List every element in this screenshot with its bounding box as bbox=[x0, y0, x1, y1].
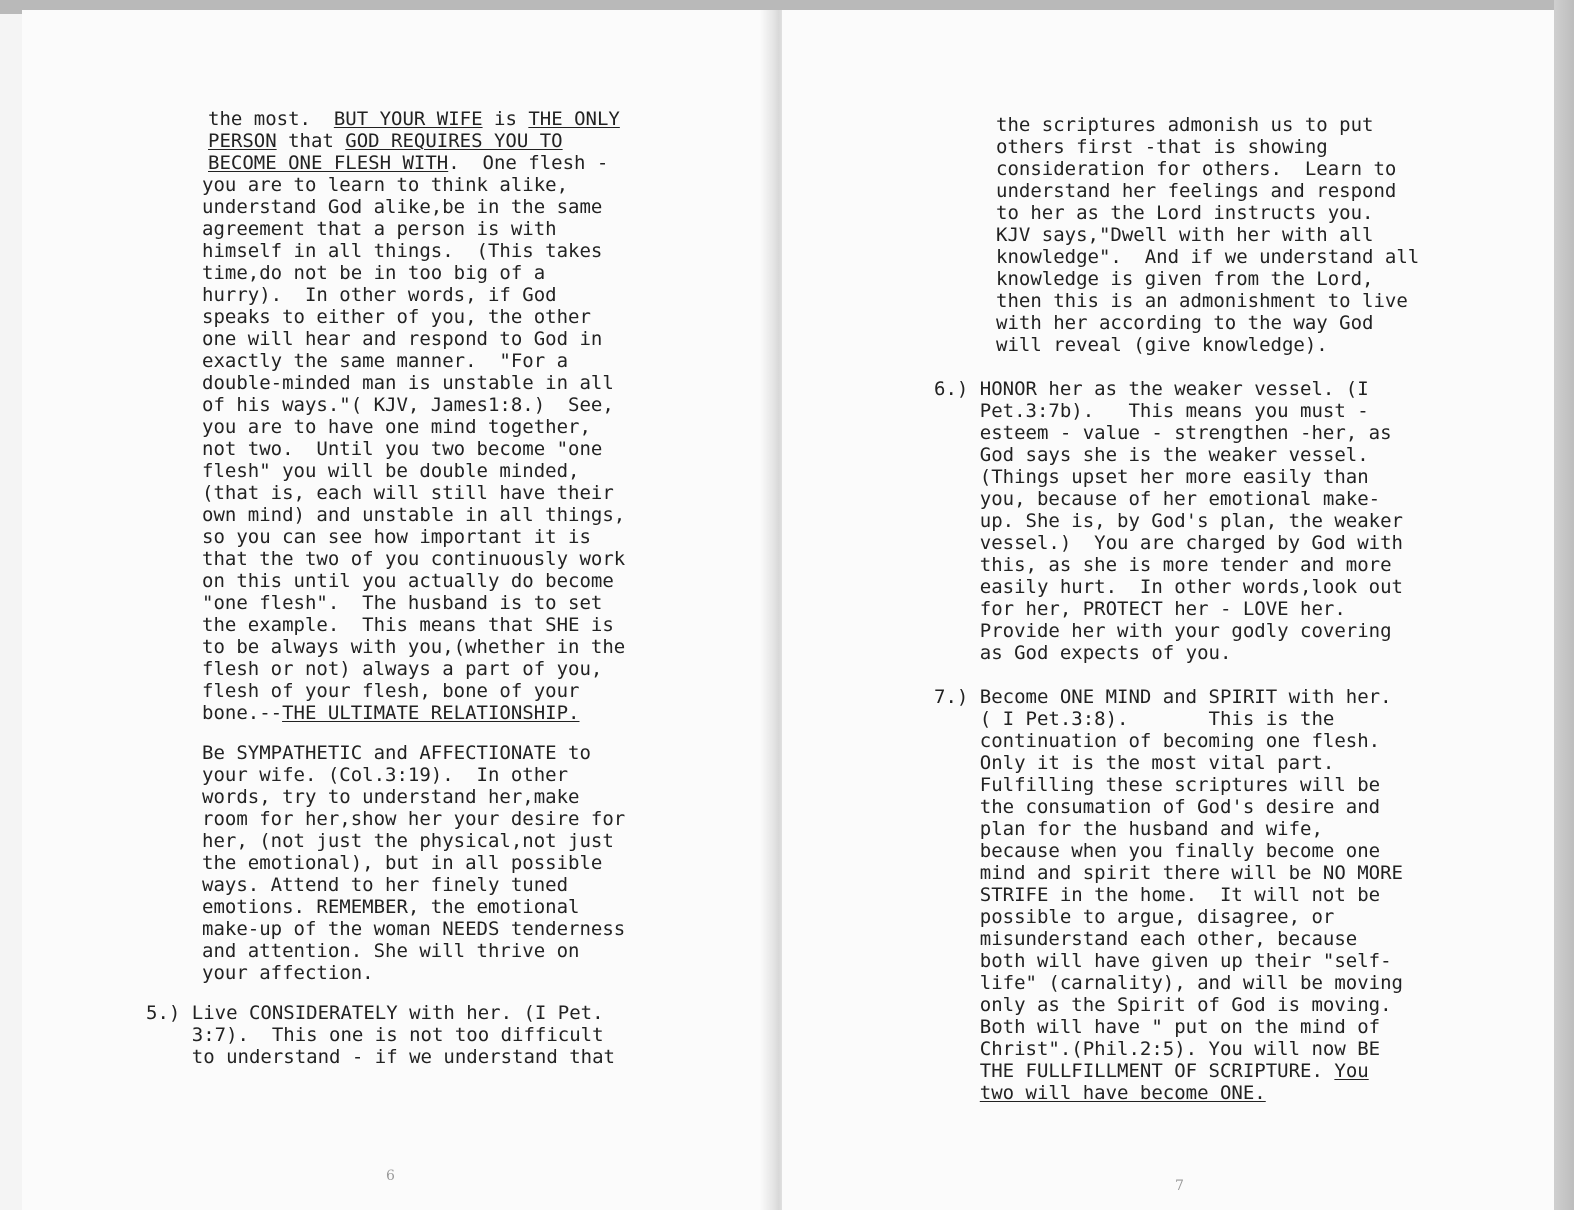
text-line bbox=[934, 400, 1369, 422]
text-run: 6.) HONOR her as the weaker vessel. (I bbox=[934, 378, 1369, 400]
right-page bbox=[782, 10, 1554, 1210]
text-line bbox=[934, 466, 1369, 488]
page-number: 7 bbox=[1175, 1178, 1184, 1194]
text-line bbox=[934, 488, 1380, 510]
text-run bbox=[934, 1082, 980, 1104]
text-line bbox=[202, 174, 568, 196]
underlined-text: two will have become ONE. bbox=[979, 1082, 1266, 1104]
text-line bbox=[996, 136, 1328, 158]
text-run: your affection. bbox=[202, 962, 374, 984]
text-run: one will hear and respond to God in bbox=[202, 328, 603, 350]
text-run: time,do not be in too big of a bbox=[202, 262, 546, 284]
text-line bbox=[996, 290, 1408, 312]
text-line bbox=[202, 742, 591, 764]
text-run: double-minded man is unstable in all bbox=[202, 372, 614, 394]
text-line bbox=[934, 862, 1403, 884]
text-line bbox=[208, 108, 620, 130]
scan-right-edge bbox=[1554, 0, 1574, 1210]
text-run: hurry). In other words, if God bbox=[202, 284, 557, 306]
text-run: Be SYMPATHETIC and AFFECTIONATE to bbox=[202, 742, 591, 764]
text-run: as God expects of you. bbox=[934, 642, 1232, 664]
text-run: understand God alike,be in the same bbox=[202, 196, 603, 218]
underlined-text: PERSON bbox=[208, 130, 277, 152]
underlined-text: BECOME ONE FLESH WITH bbox=[208, 152, 449, 174]
text-run: to her as the Lord instructs you. bbox=[996, 202, 1374, 224]
text-line bbox=[202, 306, 591, 328]
text-run: this, as she is more tender and more bbox=[934, 554, 1392, 576]
text-run: misunderstand each other, because bbox=[934, 928, 1358, 950]
text-line bbox=[202, 896, 580, 918]
text-run: Provide her with your godly covering bbox=[934, 620, 1392, 642]
text-run: up. She is, by God's plan, the weaker bbox=[934, 510, 1403, 532]
text-line bbox=[202, 262, 545, 284]
text-line bbox=[934, 972, 1403, 994]
text-line bbox=[934, 994, 1392, 1016]
text-line bbox=[202, 240, 602, 262]
text-line bbox=[202, 592, 602, 614]
text-run: room for her,show her your desire for bbox=[202, 808, 626, 830]
text-line bbox=[208, 152, 608, 174]
text-run: life" (carnality), and will be moving bbox=[934, 972, 1403, 994]
text-run: own mind) and unstable in all things, bbox=[202, 504, 626, 526]
text-line bbox=[934, 730, 1380, 752]
text-line bbox=[934, 510, 1403, 532]
text-line bbox=[202, 808, 625, 830]
text-run: 3:7). This one is not too difficult bbox=[146, 1024, 604, 1046]
text-run: your wife. (Col.3:19). In other bbox=[202, 764, 569, 786]
text-line bbox=[202, 702, 580, 724]
text-run: flesh or not) always a part of you, bbox=[202, 658, 603, 680]
text-line bbox=[934, 1016, 1380, 1038]
text-line bbox=[202, 614, 614, 636]
underlined-text: GOD REQUIRES YOU TO bbox=[345, 130, 563, 152]
text-line bbox=[934, 708, 1334, 730]
text-run: her, (not just the physical,not just bbox=[202, 830, 614, 852]
text-run: for her, PROTECT her - LOVE her. bbox=[934, 598, 1346, 620]
text-run: agreement that a person is with bbox=[202, 218, 557, 240]
text-run: because when you finally become one bbox=[934, 840, 1381, 862]
text-line bbox=[996, 180, 1396, 202]
text-run: with her according to the way God bbox=[996, 312, 1374, 334]
text-run: both will have given up their "self- bbox=[934, 950, 1392, 972]
text-run: (that is, each will still have their bbox=[202, 482, 614, 504]
text-run: God says she is the weaker vessel. bbox=[934, 444, 1369, 466]
left-page bbox=[22, 10, 770, 1210]
text-run: to be always with you,(whether in the bbox=[202, 636, 626, 658]
text-line bbox=[934, 1082, 1266, 1104]
text-line bbox=[934, 532, 1403, 554]
text-line bbox=[996, 202, 1374, 224]
text-run: (Things upset her more easily than bbox=[934, 466, 1369, 488]
text-run: . One flesh - bbox=[448, 152, 609, 174]
text-line bbox=[934, 1060, 1369, 1082]
text-line bbox=[202, 548, 625, 570]
text-line bbox=[202, 460, 580, 482]
text-line bbox=[996, 114, 1374, 136]
text-line bbox=[934, 576, 1403, 598]
text-line bbox=[202, 504, 625, 526]
text-run: understand her feelings and respond bbox=[996, 180, 1397, 202]
text-line bbox=[996, 224, 1374, 246]
text-line bbox=[202, 658, 602, 680]
text-run: that bbox=[276, 130, 346, 152]
text-line bbox=[202, 852, 602, 874]
text-run: Only it is the most vital part. bbox=[934, 752, 1335, 774]
text-run: so you can see how important it is bbox=[202, 526, 591, 548]
text-line bbox=[934, 422, 1392, 444]
text-line bbox=[934, 818, 1323, 840]
text-line bbox=[202, 328, 602, 350]
text-run: continuation of becoming one flesh. bbox=[934, 730, 1381, 752]
text-run: on this until you actually do become bbox=[202, 570, 614, 592]
text-run: only as the Spirit of God is moving. bbox=[934, 994, 1392, 1016]
underlined-text: THE ONLY bbox=[528, 108, 620, 130]
text-line bbox=[202, 680, 580, 702]
text-line bbox=[202, 394, 614, 416]
text-line bbox=[934, 752, 1334, 774]
text-run: words, try to understand her,make bbox=[202, 786, 580, 808]
text-run: then this is an admonishment to live bbox=[996, 290, 1408, 312]
text-run: the most. bbox=[208, 108, 334, 130]
text-run: mind and spirit there will be NO MORE bbox=[934, 862, 1403, 884]
text-line bbox=[202, 350, 568, 372]
text-line bbox=[202, 636, 625, 658]
underlined-text: BUT YOUR WIFE bbox=[333, 108, 483, 130]
text-run: speaks to either of you, the other bbox=[202, 306, 591, 328]
text-run: the emotional), but in all possible bbox=[202, 852, 603, 874]
page-number: 6 bbox=[386, 1168, 395, 1184]
text-line bbox=[934, 884, 1380, 906]
text-line bbox=[996, 246, 1419, 268]
text-run: consideration for others. Learn to bbox=[996, 158, 1397, 180]
text-run: vessel.) You are charged by God with bbox=[934, 532, 1403, 554]
text-run: esteem - value - strengthen -her, as bbox=[934, 422, 1392, 444]
text-line bbox=[934, 928, 1357, 950]
text-line bbox=[934, 598, 1346, 620]
text-run: not two. Until you two become "one bbox=[202, 438, 603, 460]
text-line bbox=[202, 786, 580, 808]
text-run: will reveal (give knowledge). bbox=[996, 334, 1328, 356]
text-line bbox=[202, 764, 568, 786]
text-run: possible to argue, disagree, or bbox=[934, 906, 1335, 928]
underlined-text: THE ULTIMATE RELATIONSHIP. bbox=[282, 702, 580, 724]
text-run: "one flesh". The husband is to set bbox=[202, 592, 603, 614]
text-run: that the two of you continuously work bbox=[202, 548, 626, 570]
text-line bbox=[934, 950, 1392, 972]
text-line bbox=[934, 796, 1380, 818]
text-line bbox=[146, 1002, 604, 1024]
text-line bbox=[202, 438, 602, 460]
text-run: easily hurt. In other words,look out bbox=[934, 576, 1403, 598]
text-run: of his ways."( KJV, James1:8.) See, bbox=[202, 394, 614, 416]
text-line bbox=[934, 554, 1392, 576]
text-run: exactly the same manner. "For a bbox=[202, 350, 569, 372]
text-line bbox=[202, 940, 580, 962]
text-run: others first -that is showing bbox=[996, 136, 1328, 158]
text-run: is bbox=[482, 108, 529, 130]
text-run: ( I Pet.3:8). This is the bbox=[934, 708, 1335, 730]
text-line bbox=[934, 620, 1392, 642]
text-line bbox=[202, 416, 591, 438]
text-run: flesh" you will be double minded, bbox=[202, 460, 580, 482]
text-run: you are to have one mind together, bbox=[202, 416, 591, 438]
text-run: 5.) Live CONSIDERATELY with her. (I Pet. bbox=[146, 1002, 604, 1024]
text-line bbox=[202, 218, 557, 240]
text-line bbox=[202, 918, 625, 940]
text-run: 7.) Become ONE MIND and SPIRIT with her. bbox=[934, 686, 1392, 708]
text-line bbox=[202, 372, 614, 394]
text-line bbox=[146, 1024, 604, 1046]
text-line bbox=[202, 196, 602, 218]
text-run: ways. Attend to her finely tuned bbox=[202, 874, 569, 896]
text-run: you, because of her emotional make- bbox=[934, 488, 1381, 510]
text-line bbox=[996, 312, 1374, 334]
text-run: Christ".(Phil.2:5). You will now BE bbox=[934, 1038, 1381, 1060]
text-line bbox=[202, 570, 614, 592]
text-run: Fulfilling these scriptures will be bbox=[934, 774, 1381, 796]
text-run: the example. This means that SHE is bbox=[202, 614, 614, 636]
text-run: to understand - if we understand that bbox=[146, 1046, 615, 1068]
text-line bbox=[202, 830, 614, 852]
text-line bbox=[934, 1038, 1380, 1060]
text-line bbox=[202, 962, 374, 984]
text-line bbox=[934, 840, 1380, 862]
text-run: STRIFE in the home. It will not be bbox=[934, 884, 1381, 906]
text-line bbox=[934, 642, 1231, 664]
text-line bbox=[202, 482, 614, 504]
text-run: make-up of the woman NEEDS tenderness bbox=[202, 918, 626, 940]
text-line bbox=[934, 774, 1380, 796]
text-line bbox=[996, 334, 1328, 356]
text-line bbox=[202, 526, 591, 548]
text-line bbox=[146, 1046, 615, 1068]
text-line bbox=[996, 268, 1374, 290]
text-line bbox=[208, 130, 563, 152]
text-run: Both will have " put on the mind of bbox=[934, 1016, 1381, 1038]
text-run: himself in all things. (This takes bbox=[202, 240, 603, 262]
text-run: the consumation of God's desire and bbox=[934, 796, 1381, 818]
text-run: knowledge is given from the Lord, bbox=[996, 268, 1374, 290]
text-line bbox=[202, 284, 557, 306]
text-line bbox=[934, 686, 1392, 708]
text-run: you are to learn to think alike, bbox=[202, 174, 569, 196]
text-run: KJV says,"Dwell with her with all bbox=[996, 224, 1374, 246]
underlined-text: You bbox=[1334, 1060, 1369, 1082]
text-line bbox=[934, 378, 1369, 400]
text-run: knowledge". And if we understand all bbox=[996, 246, 1420, 268]
text-run: emotions. REMEMBER, the emotional bbox=[202, 896, 580, 918]
text-line bbox=[934, 444, 1369, 466]
text-line bbox=[934, 906, 1334, 928]
text-run: THE FULLFILLMENT OF SCRIPTURE. bbox=[934, 1060, 1335, 1082]
text-run: plan for the husband and wife, bbox=[934, 818, 1323, 840]
text-line bbox=[996, 158, 1396, 180]
text-run: bone.-- bbox=[202, 702, 283, 724]
text-line bbox=[202, 874, 568, 896]
text-run: flesh of your flesh, bone of your bbox=[202, 680, 580, 702]
text-run: Pet.3:7b). This means you must - bbox=[934, 400, 1369, 422]
text-run: and attention. She will thrive on bbox=[202, 940, 580, 962]
text-run: the scriptures admonish us to put bbox=[996, 114, 1374, 136]
